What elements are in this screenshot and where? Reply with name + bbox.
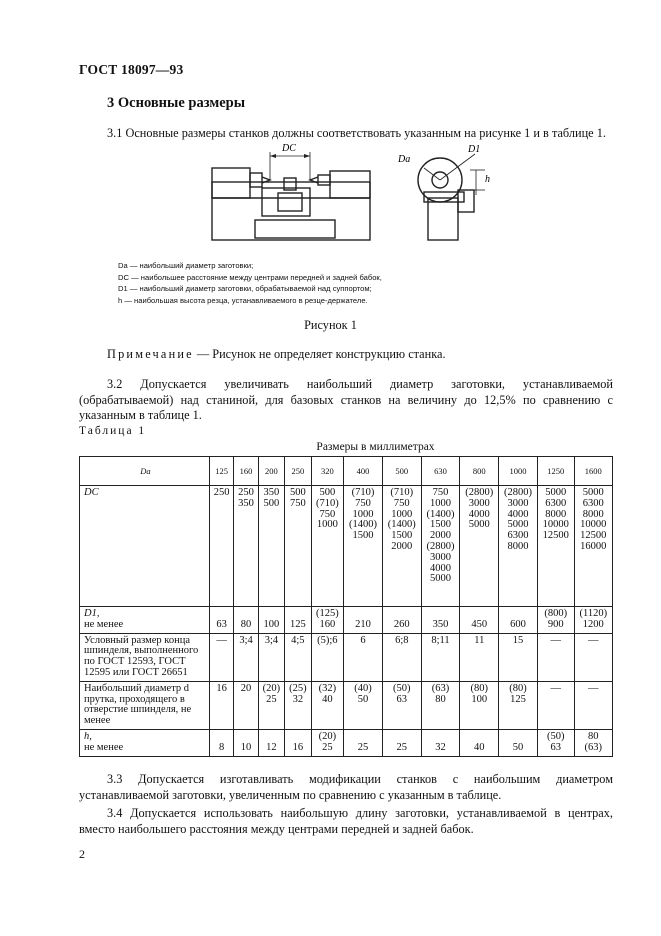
paragraph-3-3: 3.3 Допускается изготавливать модификации станков с наибольшим диаметром устанавливаемой заготовки, увеличенным по сравнению с указанным в таблице.: [79, 772, 613, 802]
table-cell: [460, 486, 499, 607]
cell-value: (50): [547, 730, 565, 742]
table-row: [80, 486, 613, 607]
table-row: [80, 729, 613, 756]
table-cell: [499, 633, 538, 681]
row-label: [80, 607, 210, 634]
table-cell: [285, 607, 311, 634]
table-cell: [421, 729, 460, 756]
table-cell: [210, 486, 234, 607]
cell-value: 3000: [468, 497, 490, 509]
cell-value: —: [216, 634, 227, 646]
cell-value: 3;4: [239, 634, 253, 646]
cell-value: 50: [357, 693, 369, 705]
document-header: ГОСТ 18097—93: [79, 62, 184, 77]
cell-value: 50: [512, 741, 524, 753]
table-cell: [574, 607, 612, 634]
cell-value: 6300: [582, 497, 604, 509]
cell-value: (80): [470, 682, 489, 694]
table-cell: [574, 486, 612, 607]
cell-value: 12500: [580, 530, 607, 542]
table-cell: [258, 486, 284, 607]
cell-value: 5000: [545, 487, 567, 498]
cell-value: 1000: [316, 519, 338, 531]
table-cell: [258, 607, 284, 634]
cell-value: (710): [390, 487, 414, 498]
cell-value: 260: [393, 618, 410, 630]
table-cell: [421, 681, 460, 729]
cell-value: 80: [588, 730, 599, 742]
cell-value: (1400): [349, 519, 378, 531]
header-cell: 200: [258, 457, 284, 486]
cell-value: 3000: [430, 551, 452, 563]
table-cell: [382, 607, 421, 634]
cell-value: 5000: [507, 519, 529, 531]
cell-value: 2000: [391, 540, 413, 552]
tailstock: [330, 171, 370, 198]
paragraph-3-1: 3.1 Основные размеры станков должны соответствовать указанным на рисунке 1 и в таблице 1.: [107, 126, 606, 140]
table-cell: [537, 486, 574, 607]
figure-caption: Рисунок 1: [304, 318, 357, 332]
cell-value: 750: [289, 497, 306, 509]
label-h: h: [485, 174, 490, 185]
figure-legend: [118, 260, 382, 306]
table-cell: [258, 729, 284, 756]
header-cell: 500: [382, 457, 421, 486]
cell-value: 63: [550, 741, 561, 753]
header-cell: 160: [234, 457, 258, 486]
cell-value: (2800): [465, 487, 494, 498]
cell-value: —: [550, 682, 561, 694]
table-cell: [210, 607, 234, 634]
cell-value: 4000: [430, 562, 452, 574]
legend-line: D1 — наибольший диаметр заготовки, обрабатываемой над суппортом;: [118, 284, 372, 293]
cell-value: (50): [393, 682, 411, 694]
cell-value: (800): [544, 608, 568, 619]
cell-value: 750: [355, 497, 371, 509]
table-cell: [344, 633, 383, 681]
row-label-text: h,: [84, 730, 92, 742]
cell-value: 4000: [507, 508, 529, 520]
table-cell: [421, 486, 460, 607]
cell-value: 3000: [507, 497, 529, 509]
table-cell: [311, 607, 344, 634]
table-cell: [210, 633, 234, 681]
cell-value: 5000: [582, 487, 604, 498]
table-cell: [258, 681, 284, 729]
row-label-text: DC: [84, 487, 99, 498]
table-cell: [344, 681, 383, 729]
cell-value: 500: [319, 487, 336, 498]
cell-value: 6300: [545, 497, 567, 509]
table-title: Таблица 1: [79, 425, 147, 437]
table-cell: [311, 486, 344, 607]
table-cell: [234, 633, 258, 681]
header-cell: 1000: [499, 457, 538, 486]
row-label: [80, 729, 210, 756]
table-cell: [574, 729, 612, 756]
table-cell: [499, 486, 538, 607]
headstock: [212, 168, 250, 198]
page-number: 2: [79, 847, 85, 861]
cell-value: (1400): [426, 508, 455, 520]
cell-value: 6;8: [395, 634, 409, 646]
cell-value: (2800): [426, 540, 455, 552]
cell-value: 750: [432, 487, 449, 498]
cell-value: 4000: [468, 508, 490, 520]
cell-value: 16: [216, 682, 227, 694]
cell-value: 4;5: [291, 634, 305, 646]
header-label: Da: [80, 457, 210, 486]
table-cell: [258, 633, 284, 681]
table-cell: [311, 633, 344, 681]
table-cell: [499, 729, 538, 756]
section-title: 3 Основные размеры: [107, 95, 246, 111]
header-cell: 250: [285, 457, 311, 486]
cell-value: 10000: [580, 519, 607, 531]
cell-value: 750: [319, 508, 336, 520]
row-label: [80, 633, 210, 681]
cell-value: (2800): [504, 487, 533, 498]
lathe-figure: [200, 140, 500, 255]
cell-value: 20: [240, 682, 252, 694]
cell-value: (710): [351, 487, 375, 498]
legend-line: Da — наибольший диаметр заготовки;: [118, 261, 254, 270]
cell-value: 160: [319, 618, 336, 630]
table-cell: [537, 633, 574, 681]
cell-value: 8000: [582, 508, 604, 520]
cell-value: 100: [263, 618, 280, 630]
legend-line: DC — наибольшее расстояние между центрами передней и задней бабок,: [118, 272, 382, 282]
cell-value: 12500: [542, 530, 569, 542]
cell-value: (125): [315, 608, 339, 619]
cell-value: 32: [292, 693, 304, 705]
cell-value: 16: [292, 741, 304, 753]
cell-value: 350: [238, 497, 254, 509]
cell-value: 2000: [430, 530, 452, 542]
cell-value: —: [588, 682, 599, 694]
cell-value: 40: [474, 741, 485, 753]
table-cell: [382, 681, 421, 729]
row-label-sub: не менее: [84, 618, 124, 630]
cell-value: 450: [471, 618, 488, 630]
cell-value: 600: [510, 618, 526, 630]
table-cell: [234, 729, 258, 756]
table-cell: [234, 486, 258, 607]
row-label-text: Наибольший диаметр d прутка, проходящего в отверстие шпинделя, не менее: [84, 682, 192, 727]
cell-value: 8;11: [431, 634, 450, 646]
cell-value: (80): [509, 682, 527, 694]
note: [107, 347, 446, 362]
cell-value: 16000: [580, 540, 607, 552]
table-cell: [311, 681, 344, 729]
cell-value: (1400): [387, 519, 416, 531]
cell-value: 750: [393, 497, 410, 509]
table-cell: [344, 607, 383, 634]
table-cell: [537, 681, 574, 729]
table-row: [80, 633, 613, 681]
table-cell: [574, 681, 612, 729]
cell-value: 3;4: [264, 634, 279, 646]
row-label-text: Условный размер конца шпинделя, выполненного по ГОСТ 12593, ГОСТ 12595 или ГОСТ 26651: [84, 634, 199, 678]
table-row: [80, 681, 613, 729]
cell-value: 10: [240, 741, 252, 753]
table-cell: [421, 633, 460, 681]
cell-value: 900: [547, 618, 564, 630]
header-cell: 630: [421, 457, 460, 486]
row-label: [80, 486, 210, 607]
table-cell: [499, 607, 538, 634]
table-cell: [382, 729, 421, 756]
cell-value: 12: [266, 741, 277, 753]
cell-value: 1500: [430, 519, 452, 531]
row-label: [80, 681, 210, 729]
table-cell: [234, 607, 258, 634]
cell-value: (40): [354, 682, 372, 694]
paragraph-3-2: 3.2 Допускается увеличивать наибольший диаметр заготовки, устанавливаемой (обрабатываемой) над станиной, для базовых станков на величину до 12,5% по сравнению с указанным в таблице 1.: [79, 377, 613, 422]
cell-value: 32: [435, 741, 446, 753]
table-cell: [285, 486, 311, 607]
cell-value: 10000: [542, 519, 569, 531]
table-cell: [460, 633, 499, 681]
cell-value: 1500: [352, 530, 374, 542]
table-row: [80, 607, 613, 634]
cell-value: (25): [289, 682, 307, 694]
cell-value: 5000: [468, 519, 490, 531]
dimensions-table: [79, 456, 613, 757]
cell-value: 63: [396, 693, 408, 705]
cell-value: 125: [510, 693, 526, 705]
cell-value: 350: [432, 618, 449, 630]
table-cell: [537, 607, 574, 634]
cell-value: 1000: [430, 497, 452, 509]
cell-value: 25: [357, 741, 369, 753]
cell-value: 1200: [582, 618, 604, 630]
table-cell: [285, 681, 311, 729]
cell-value: 8000: [545, 508, 567, 520]
table-cell: [311, 729, 344, 756]
table-cell: [421, 607, 460, 634]
header-cell: 1600: [574, 457, 612, 486]
paragraph-3-4: 3.4 Допускается использовать наибольшую длину заготовки, устанавливаемой в центрах, вместо наибольшего расстояния между центрами передней и задней бабок.: [79, 806, 613, 836]
cell-value: 125: [289, 618, 306, 630]
table-cell: [344, 729, 383, 756]
table-cell: [460, 607, 499, 634]
table-cell: [210, 729, 234, 756]
cell-value: 1000: [352, 508, 374, 520]
cell-value: 8000: [507, 540, 529, 552]
header-cell: 400: [344, 457, 383, 486]
cell-value: 25: [266, 693, 277, 705]
table-cell: [537, 729, 574, 756]
cell-value: 1000: [391, 508, 413, 520]
cell-value: (20): [318, 730, 337, 742]
cell-value: 25: [396, 741, 408, 753]
cell-value: 100: [471, 693, 488, 705]
table-cell: [285, 729, 311, 756]
table-cell: [382, 486, 421, 607]
table-header-row: [80, 457, 613, 486]
label-da: Da: [398, 154, 411, 165]
table-cell: [460, 729, 499, 756]
cell-value: —: [588, 634, 599, 646]
note-label: Примечание: [107, 347, 194, 361]
table-cell: [460, 681, 499, 729]
table-cell: [344, 486, 383, 607]
cell-value: 80: [435, 693, 446, 705]
label-d1: D1: [468, 144, 481, 155]
label-dc: DC: [282, 143, 296, 154]
cell-value: (1120): [579, 608, 608, 619]
cell-value: (63): [584, 741, 603, 753]
row-label-text: D1,: [84, 608, 100, 619]
table-cell: [210, 681, 234, 729]
cell-value: 6300: [507, 530, 529, 542]
table-cell: [382, 633, 421, 681]
cell-value: (63): [431, 682, 450, 694]
header-cell: 1250: [537, 457, 574, 486]
cell-value: 250: [238, 487, 254, 498]
cell-value: 500: [263, 497, 280, 509]
cell-value: 8: [219, 741, 225, 753]
header-cell: 800: [460, 457, 499, 486]
cell-value: (20): [262, 682, 281, 694]
table-cell: [574, 633, 612, 681]
cell-value: 80: [240, 618, 252, 630]
note-text: — Рисунок не определяет конструкцию станка.: [193, 347, 446, 361]
table-units: Размеры в миллиметрах: [316, 441, 435, 453]
cell-value: (5);6: [317, 634, 338, 646]
cell-value: (710): [315, 497, 339, 509]
table-cell: [499, 681, 538, 729]
cell-value: 25: [322, 741, 333, 753]
cell-value: —: [550, 634, 561, 646]
cell-value: 5000: [430, 573, 452, 585]
cell-value: 15: [512, 634, 524, 646]
table-cell: [285, 633, 311, 681]
cell-value: 210: [355, 618, 371, 630]
cell-value: 11: [474, 634, 485, 646]
row-label-sub: не менее: [84, 741, 124, 753]
header-cell: 320: [311, 457, 344, 486]
cell-value: 500: [289, 487, 306, 498]
legend-line: h — наибольшая высота резца, устанавливаемого в резце-держателе.: [118, 295, 368, 305]
cell-value: 350: [263, 487, 280, 498]
cell-value: (32): [318, 682, 337, 694]
cell-value: 63: [216, 618, 227, 630]
table-cell: [234, 681, 258, 729]
cell-value: 40: [322, 693, 333, 705]
cell-value: 1500: [391, 530, 413, 542]
header-cell: 125: [210, 457, 234, 486]
cell-value: 6: [360, 634, 366, 646]
cell-value: 250: [213, 487, 230, 498]
